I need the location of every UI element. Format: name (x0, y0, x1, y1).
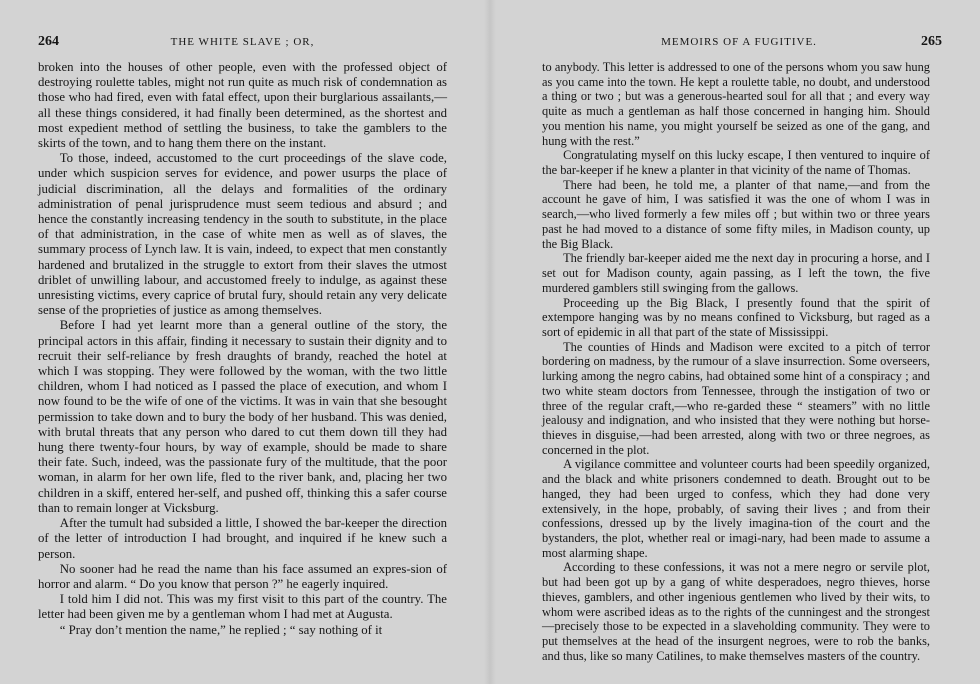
left-page-number: 264 (38, 34, 59, 49)
left-page-body (38, 60, 447, 638)
paragraph: The counties of Hinds and Madison were excited to a pitch of terror bordering on madness, by the rumour of a slave insurrection. Some overseers, lurking among the negro cabins, had obtained some hint of a conspiracy ; and two white steam doctors from Tennessee, through the instigation of two or three of the regular craft,—who re-garded these “ steamers” with no little jealousy and indignation, and who insisted that they were nothing but horse-thieves in disguise,—had been arrested, along with two or three negroes, as concerned in the plot. (542, 339, 930, 457)
paragraph: According to these confessions, it was not a mere negro or servile plot, but had been got up by a gang of white desperadoes, negro thieves, horse thieves, gamblers, and other ingenious gentlemen who lived by their wits, to whom were ascribed ideas as to the rights of the cunningest and the strongest—precisely those to be expected in a slaveholding community. They were to put themselves at the head of the insurgent negroes, were to rob the banks, and thus, like so many Catilines, to make themselves masters of the country. (542, 560, 930, 663)
left-running-head (38, 30, 447, 54)
paragraph: After the tumult had subsided a little, I showed the bar-keeper the direction of the letter of introduction I had brought, and inquired if he knew such a person. (38, 516, 447, 561)
paragraph: Before I had yet learnt more than a general outline of the story, the principal actors in this affair, finding it necessary to sustain their dignity and to recruit their self-reliance by fresh draughts of brandy, reached the hotel at which I was stopping. They were followed by the woman, with the two little children, whom I had noticed as I passed the place of execution, and whom I now found to be the wife of one of the victims. It was in vain that she besought permission to take down and to bury the body of her husband. This was denied, with brutal threats that any person who dared to cut them down till they had hung there twenty-four hours, by way of example, should be made to share their fate. Such, indeed, was the passionate fury of the multitude, that the poor woman, in alarm for her own life, fled to the river bank, and, placing her two children in a skiff, entered her-self, and pushed off, thinking this a safer course than to remain longer at Vicksburg. (38, 318, 447, 515)
paragraph: A vigilance committee and volunteer courts had been speedily organized, and the black and white prisoners condemned to death. Brought out to be hanged, they had been urged to confess, which they had done very extensively, in the hope, probably, of saving their lives ; and from their confessions, dressed up by the lively imagina-tion of the court and the bystanders, the plot, whether real or imagi-nary, had been made to assume a most alarming shape. (542, 457, 930, 560)
paragraph: Proceeding up the Big Black, I presently found that the spirit of extempore hanging was by no means confined to Vicksburg, but raged as a sort of epidemic in all that part of the state of Mississippi. (542, 295, 930, 339)
right-running-title: MEMOIRS OF A FUGITIVE. (661, 36, 817, 48)
right-page-number: 265 (921, 34, 942, 49)
paragraph: “ Pray don’t mention the name,” he replied ; “ say nothing of it (59, 622, 383, 637)
right-page-body (542, 60, 930, 663)
right-page (490, 0, 980, 684)
right-running-head (546, 30, 942, 54)
paragraph: The friendly bar-keeper aided me the next day in procuring a horse, and I set out for Madison county, again passing, as I left the town, the five murdered gamblers still swinging from the gallows. (542, 251, 930, 295)
paragraph: I told him I did not. This was my first visit to this part of the country. The letter had been given me by a gentleman whom I had met at Augusta. (38, 592, 447, 622)
paragraph: to anybody. This letter is addressed to one of the persons whom you saw hung as you came into the town. He kept a roulette table, no doubt, and understood a thing or two ; but was a generous-hearted soul for all that ; and every way quite as much a gentleman as half those concerned in hanging him. Should you mention his name, you might yourself be seized as one of the gang, and hung with the rest.” (542, 60, 930, 148)
paragraph: There had been, he told me, a planter of that name,—and from the account he gave of him, I was satisfied it was the one of whom I was in search,—who lived formerly a few miles off ; but within two or three years past he had moved to a distance of some fifty miles, in Madison county, up the Big Black. (542, 177, 930, 251)
paragraph: broken into the houses of other people, even with the professed object of destroying roulette tables, might not run quite as much risk of condemnation as those who had fired, even with fatal effect, upon their burglarious assailants,—all these things considered, it had finally been determined, as the shortest and most expedient method of settling the business, to take the gamblers to the skirts of the town, and to hang them there on the instant. (38, 60, 447, 151)
left-running-title: THE WHITE SLAVE ; OR, (170, 36, 315, 48)
paragraph: To those, indeed, accustomed to the curt proceedings of the slave code, under which suspicion serves for evidence, and power usurps the place of judicial discrimination, all the delays and formalities of the ordinary administration of penal jurisprudence must seem tedious and absurd ; and hence the constantly increasing tendency in the south to substitute, in the place of that administration, in the case of white men as well as of slaves, the summary process of Lynch law. It is vain, indeed, to expect that men constantly hardened and brutalized in the struggle to extort from their slaves the utmost driblet of unwilling labour, and accustomed freely to indulge, as against these unresisting victims, every caprice of brutal fury, should retain any very delicate sense of the proprieties of justice as among themselves. (38, 151, 447, 318)
paragraph: No sooner had he read the name than his face assumed an expres-sion of horror and alarm. “ Do you know that person ?” he eagerly inquired. (38, 561, 447, 591)
paragraph: Congratulating myself on this lucky escape, I then ventured to inquire of the bar-keeper if he knew a planter in that vicinity of the name of Thomas. (542, 148, 930, 178)
